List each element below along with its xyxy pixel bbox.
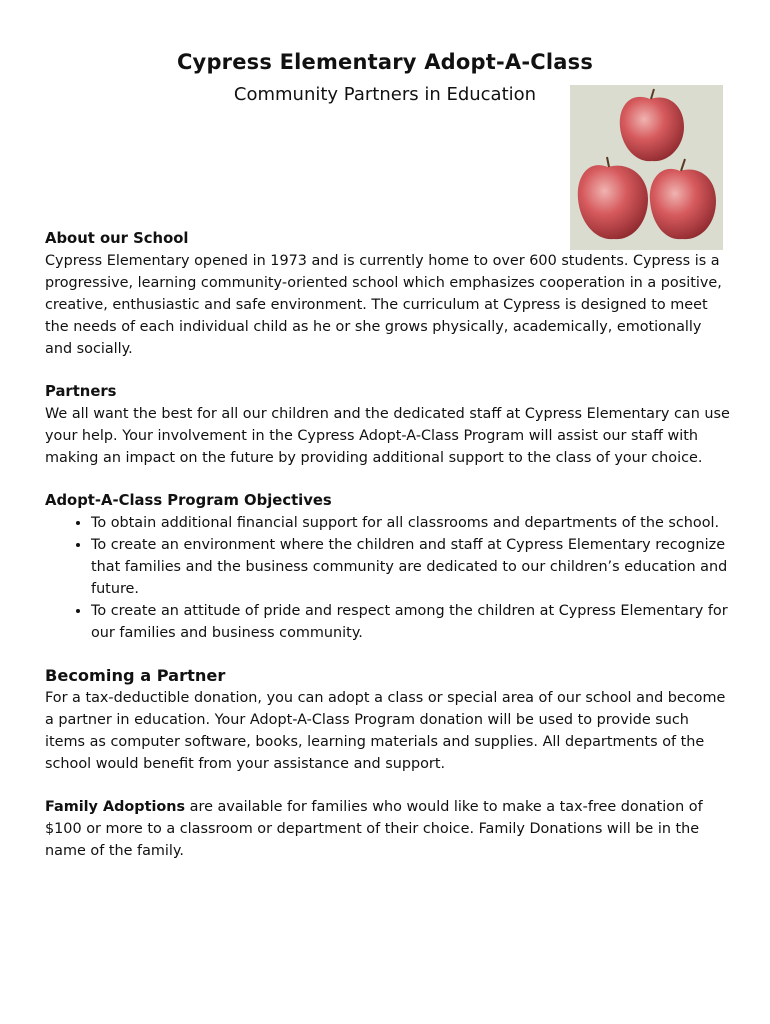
objective-item: • To create an attitude of pride and respect among the children at Cypress Elementary for our families and business community. bbox=[91, 600, 730, 644]
objectives-list bbox=[45, 512, 730, 644]
partners-heading: Partners bbox=[45, 383, 117, 400]
about-section bbox=[45, 228, 730, 360]
family-section bbox=[45, 796, 730, 862]
becoming-section bbox=[45, 665, 730, 775]
apples-icon bbox=[570, 85, 723, 250]
about-body: Cypress Elementary opened in 1973 and is currently home to over 600 students. Cypress is a progressive, learning community-oriented school which emphasizes cooperation in a positive, creative, enthusiastic and safe environment. The curriculum at Cypress is designed to meet the needs of each individual child as he or she grows physically, academically, emotionally and socially. bbox=[45, 253, 722, 357]
objective-item: • To obtain additional financial support for all classrooms and departments of the school. bbox=[91, 512, 730, 534]
family-lead: Family Adoptions bbox=[45, 799, 186, 815]
partners-body: We all want the best for all our children and the dedicated staff at Cypress Elementary can use your help. Your involvement in the Cypress Adopt-A-Class Program will assist our staff with making an impact on the future by providing additional support to the class of your choice. bbox=[45, 406, 730, 466]
apples-image bbox=[570, 85, 723, 250]
about-heading: About our School bbox=[45, 230, 189, 247]
partners-section bbox=[45, 381, 730, 469]
becoming-heading: Becoming a Partner bbox=[45, 666, 226, 685]
page-subtitle: Community Partners in Education bbox=[233, 84, 537, 105]
family-paragraph bbox=[45, 796, 730, 862]
document-body bbox=[45, 228, 730, 883]
objective-item: • To create an environment where the children and staff at Cypress Elementary recognize that families and the business community are dedicated to our children’s education and future. bbox=[91, 534, 730, 600]
objectives-heading: Adopt-A-Class Program Objectives bbox=[45, 492, 332, 509]
family-body: are available for families who would like to make a tax-free donation of $100 or more to a classroom or department of their choice. Family Donations will be in the name of the family. bbox=[45, 799, 703, 859]
objectives-section bbox=[45, 490, 730, 644]
page-title: Cypress Elementary Adopt-A-Class bbox=[176, 50, 594, 74]
becoming-body: For a tax-deductible donation, you can adopt a class or special area of our school and become a partner in education. Your Adopt-A-Class Program donation will be used to provide such items as computer software, books, learning materials and supplies. All departments of the school would benefit from your assistance and support. bbox=[45, 690, 726, 772]
